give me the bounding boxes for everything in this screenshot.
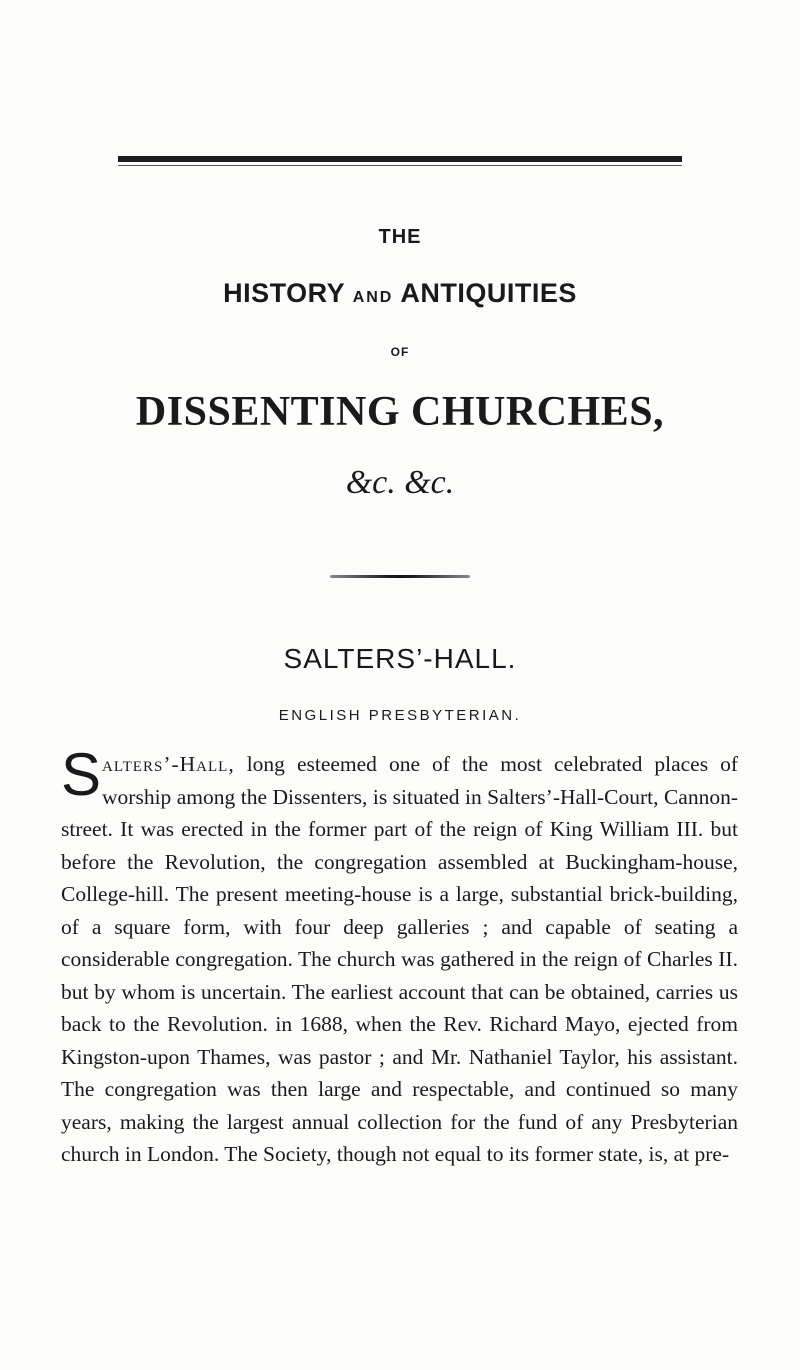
drop-cap: S bbox=[61, 741, 102, 808]
title-antiquities: ANTIQUITIES bbox=[400, 278, 577, 308]
lead-words: alters’-Hall, bbox=[102, 752, 235, 776]
title-and: AND bbox=[352, 289, 394, 306]
section-divider bbox=[330, 575, 470, 578]
main-title: DISSENTING CHURCHES, bbox=[135, 389, 665, 435]
body-paragraph bbox=[61, 741, 738, 1171]
paragraph-text: long esteemed one of the most celebrated places of worship among the Dissenters, is situated in Salters’-Hall-Court, Cannon-street. It was erected in the former part of the reign of King William III. but before the Revolution, the congregation assembled at Buckingham-house, College-hill. The present meeting-house is a large, substantial brick-building, of a square form, with four deep galleries ; and capable of seating a considerable congregation. The church was gathered in the reign of Charles II. but by whom is uncertain. The earliest account that can be obtained, carries us back to the Revolution. in 1688, when the Rev. Richard Mayo, ejected from Kingston-upon Thames, was pastor ; and Mr. Nathaniel Taylor, his assistant. The congregation was then large and respectable, and continued so many years, making the largest annual collection for the fund of any Presbyterian church in London. The Society, though not equal to its former state, is, at pre- bbox=[61, 752, 738, 1166]
title-history: HISTORY bbox=[223, 278, 345, 308]
title-the: THE bbox=[378, 226, 422, 248]
section-subheading: ENGLISH PRESBYTERIAN. bbox=[278, 707, 522, 724]
header-rule-thick bbox=[118, 156, 682, 162]
title-etc: &c. &c. bbox=[345, 464, 455, 501]
header-rule-thin bbox=[118, 165, 682, 166]
title-of: OF bbox=[390, 345, 410, 359]
title-line bbox=[0, 278, 800, 309]
section-heading: SALTERS’-HALL. bbox=[283, 643, 517, 674]
